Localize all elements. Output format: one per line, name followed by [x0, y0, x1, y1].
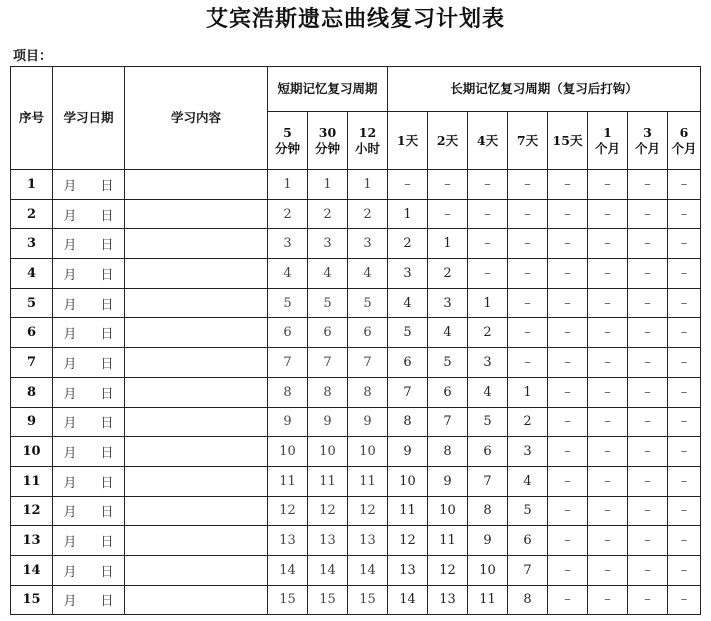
long-review-cell[interactable]: 6: [508, 526, 548, 556]
long-review-cell[interactable]: –: [628, 318, 668, 348]
date-month-label: 月: [63, 594, 77, 610]
date-month-label: 月: [63, 208, 77, 224]
table-row: [11, 288, 701, 318]
date-cell[interactable]: [53, 377, 125, 407]
content-cell[interactable]: [125, 466, 268, 496]
long-review-cell[interactable]: –: [628, 259, 668, 289]
short-review-cell: 13: [348, 526, 388, 556]
table-row: [11, 466, 701, 496]
date-month-label: 月: [63, 386, 77, 402]
row-index: 10: [11, 437, 53, 467]
long-review-cell[interactable]: 7: [428, 407, 468, 437]
long-review-cell[interactable]: –: [628, 496, 668, 526]
long-review-cell[interactable]: –: [668, 407, 701, 437]
short-review-cell: 2: [308, 199, 348, 229]
long-review-cell[interactable]: –: [588, 288, 628, 318]
long-review-cell[interactable]: –: [588, 555, 628, 585]
short-review-cell: 10: [268, 437, 308, 467]
date-day-label: 日: [100, 327, 114, 343]
date-cell[interactable]: [53, 526, 125, 556]
long-review-cell[interactable]: 1: [388, 199, 428, 229]
short-review-cell: 4: [268, 259, 308, 289]
date-month-label: 月: [63, 297, 77, 313]
long-review-cell[interactable]: –: [588, 526, 628, 556]
short-review-cell: 3: [348, 229, 388, 259]
long-review-cell[interactable]: –: [548, 377, 588, 407]
long-review-cell[interactable]: –: [508, 288, 548, 318]
content-cell[interactable]: [125, 526, 268, 556]
long-review-cell[interactable]: 8: [508, 585, 548, 615]
long-review-cell[interactable]: –: [668, 466, 701, 496]
short-review-cell: 11: [308, 466, 348, 496]
long-review-cell[interactable]: –: [588, 585, 628, 615]
long-review-cell[interactable]: –: [548, 348, 588, 378]
long-review-cell[interactable]: 12: [428, 555, 468, 585]
short-review-cell: 14: [308, 555, 348, 585]
header-long-col: 2天: [428, 112, 468, 170]
long-review-cell[interactable]: –: [588, 466, 628, 496]
long-review-cell[interactable]: –: [668, 318, 701, 348]
long-review-cell[interactable]: –: [468, 199, 508, 229]
header-long-term-group: 长期记忆复习周期（复习后打钩）: [388, 67, 701, 112]
long-review-cell[interactable]: 6: [388, 348, 428, 378]
long-review-cell[interactable]: –: [628, 170, 668, 200]
date-month-label: 月: [63, 178, 77, 194]
long-review-cell[interactable]: –: [468, 170, 508, 200]
row-index: 15: [11, 585, 53, 615]
date-cell[interactable]: [53, 407, 125, 437]
short-review-cell: 15: [268, 585, 308, 615]
long-review-cell[interactable]: –: [668, 437, 701, 467]
long-review-cell[interactable]: 7: [468, 466, 508, 496]
long-review-cell[interactable]: 7: [388, 377, 428, 407]
long-review-cell[interactable]: 12: [388, 526, 428, 556]
project-label: 项目：: [13, 49, 53, 64]
short-review-cell: 9: [348, 407, 388, 437]
long-review-cell[interactable]: –: [668, 288, 701, 318]
content-cell[interactable]: [125, 348, 268, 378]
short-review-cell: 6: [348, 318, 388, 348]
short-review-cell: 5: [268, 288, 308, 318]
date-day-label: 日: [100, 238, 114, 254]
long-review-cell[interactable]: –: [668, 348, 701, 378]
content-cell[interactable]: [125, 585, 268, 615]
long-review-cell[interactable]: 9: [428, 466, 468, 496]
long-review-cell[interactable]: 2: [388, 229, 428, 259]
long-review-cell[interactable]: –: [548, 199, 588, 229]
long-review-cell[interactable]: –: [548, 585, 588, 615]
long-review-cell[interactable]: –: [588, 259, 628, 289]
short-review-cell: 10: [348, 437, 388, 467]
long-review-cell[interactable]: 1: [428, 229, 468, 259]
short-review-cell: 15: [308, 585, 348, 615]
short-review-cell: 11: [348, 466, 388, 496]
row-index: 13: [11, 526, 53, 556]
long-review-cell[interactable]: –: [548, 407, 588, 437]
long-review-cell[interactable]: –: [548, 229, 588, 259]
long-review-cell[interactable]: 4: [468, 377, 508, 407]
review-schedule-table: [10, 66, 701, 615]
date-day-label: 日: [100, 475, 114, 491]
date-cell[interactable]: [53, 199, 125, 229]
long-review-cell[interactable]: 8: [388, 407, 428, 437]
table-row: [11, 526, 701, 556]
long-review-cell[interactable]: –: [468, 259, 508, 289]
header-short-col: 30 分钟: [308, 112, 348, 170]
date-month-label: 月: [63, 564, 77, 580]
long-review-cell[interactable]: –: [628, 377, 668, 407]
long-review-cell[interactable]: 11: [428, 526, 468, 556]
long-review-cell[interactable]: 9: [468, 526, 508, 556]
short-review-cell: 9: [268, 407, 308, 437]
long-review-cell[interactable]: –: [548, 555, 588, 585]
short-review-cell: 10: [308, 437, 348, 467]
header-long-col: 4天: [468, 112, 508, 170]
long-review-cell[interactable]: –: [668, 259, 701, 289]
long-review-cell[interactable]: –: [548, 170, 588, 200]
long-review-cell[interactable]: –: [628, 288, 668, 318]
page-title: 艾宾浩斯遗忘曲线复习计划表: [205, 6, 505, 32]
content-cell[interactable]: [125, 377, 268, 407]
date-month-label: 月: [63, 416, 77, 432]
long-review-cell[interactable]: –: [508, 348, 548, 378]
date-day-label: 日: [100, 594, 114, 610]
short-review-cell: 2: [348, 199, 388, 229]
row-index: 8: [11, 377, 53, 407]
table-row: [11, 170, 701, 200]
date-month-label: 月: [63, 475, 77, 491]
long-review-cell[interactable]: –: [508, 318, 548, 348]
header-short-col: 12 小时: [348, 112, 388, 170]
long-review-cell[interactable]: 1: [508, 377, 548, 407]
short-review-cell: 3: [268, 229, 308, 259]
long-review-cell[interactable]: 4: [508, 466, 548, 496]
row-index: 7: [11, 348, 53, 378]
long-review-cell[interactable]: –: [508, 229, 548, 259]
long-review-cell[interactable]: 4: [428, 318, 468, 348]
long-review-cell[interactable]: 6: [428, 377, 468, 407]
date-month-label: 月: [63, 267, 77, 283]
long-review-cell[interactable]: –: [468, 229, 508, 259]
long-review-cell[interactable]: –: [628, 437, 668, 467]
long-review-cell[interactable]: –: [668, 229, 701, 259]
date-cell[interactable]: [53, 170, 125, 200]
date-day-label: 日: [100, 386, 114, 402]
header-short-term-group: 短期记忆复习周期: [268, 67, 388, 112]
row-index: 6: [11, 318, 53, 348]
long-review-cell[interactable]: –: [668, 585, 701, 615]
date-cell[interactable]: [53, 259, 125, 289]
long-review-cell[interactable]: 3: [428, 288, 468, 318]
date-month-label: 月: [63, 446, 77, 462]
row-index: 11: [11, 466, 53, 496]
long-review-cell[interactable]: –: [588, 437, 628, 467]
long-review-cell[interactable]: 2: [428, 259, 468, 289]
short-review-cell: 8: [268, 377, 308, 407]
short-review-cell: 4: [308, 259, 348, 289]
long-review-cell[interactable]: –: [428, 170, 468, 200]
content-cell[interactable]: [125, 259, 268, 289]
date-cell[interactable]: [53, 496, 125, 526]
long-review-cell[interactable]: –: [548, 259, 588, 289]
long-review-cell[interactable]: 8: [468, 496, 508, 526]
date-cell[interactable]: [53, 348, 125, 378]
long-review-cell[interactable]: 7: [508, 555, 548, 585]
long-review-cell[interactable]: –: [548, 496, 588, 526]
long-review-cell[interactable]: –: [548, 437, 588, 467]
header-long-col: 7天: [508, 112, 548, 170]
long-review-cell[interactable]: –: [508, 199, 548, 229]
date-month-label: 月: [63, 356, 77, 372]
row-index: 3: [11, 229, 53, 259]
long-review-cell[interactable]: –: [548, 466, 588, 496]
content-cell[interactable]: [125, 229, 268, 259]
table-row: [11, 407, 701, 437]
long-review-cell[interactable]: 6: [468, 437, 508, 467]
short-review-cell: 8: [348, 377, 388, 407]
short-review-cell: 11: [268, 466, 308, 496]
row-index: 5: [11, 288, 53, 318]
short-review-cell: 3: [308, 229, 348, 259]
long-review-cell[interactable]: –: [668, 496, 701, 526]
long-review-cell[interactable]: –: [588, 229, 628, 259]
date-day-label: 日: [100, 535, 114, 551]
long-review-cell[interactable]: –: [628, 526, 668, 556]
long-review-cell[interactable]: –: [388, 170, 428, 200]
date-cell[interactable]: [53, 555, 125, 585]
long-review-cell[interactable]: 5: [388, 318, 428, 348]
long-review-cell[interactable]: 1: [468, 288, 508, 318]
long-review-cell[interactable]: –: [548, 288, 588, 318]
long-review-cell[interactable]: –: [628, 348, 668, 378]
table-row: [11, 259, 701, 289]
short-review-cell: 13: [308, 526, 348, 556]
long-review-cell[interactable]: –: [548, 318, 588, 348]
header-long-col: 15天: [548, 112, 588, 170]
header-content: 学习内容: [125, 67, 268, 170]
long-review-cell[interactable]: –: [628, 229, 668, 259]
table-row: [11, 496, 701, 526]
long-review-cell[interactable]: –: [588, 318, 628, 348]
header-long-col: 3 个月: [628, 112, 668, 170]
long-review-cell[interactable]: –: [508, 259, 548, 289]
table-row: [11, 318, 701, 348]
content-cell[interactable]: [125, 407, 268, 437]
long-review-cell[interactable]: 11: [388, 496, 428, 526]
table-row: [11, 585, 701, 615]
date-cell[interactable]: [53, 288, 125, 318]
long-review-cell[interactable]: 10: [468, 555, 508, 585]
long-review-cell[interactable]: –: [588, 377, 628, 407]
table-row: [11, 229, 701, 259]
long-review-cell[interactable]: –: [588, 348, 628, 378]
short-review-cell: 6: [308, 318, 348, 348]
long-review-cell[interactable]: –: [668, 526, 701, 556]
long-review-cell[interactable]: –: [628, 585, 668, 615]
short-review-cell: 5: [308, 288, 348, 318]
date-day-label: 日: [100, 178, 114, 194]
date-cell[interactable]: [53, 437, 125, 467]
row-index: 9: [11, 407, 53, 437]
long-review-cell[interactable]: –: [428, 199, 468, 229]
short-review-cell: 12: [308, 496, 348, 526]
short-review-cell: 12: [348, 496, 388, 526]
short-review-cell: 7: [308, 348, 348, 378]
content-cell[interactable]: [125, 170, 268, 200]
short-review-cell: 14: [268, 555, 308, 585]
short-review-cell: 5: [348, 288, 388, 318]
long-review-cell[interactable]: –: [668, 377, 701, 407]
long-review-cell[interactable]: –: [588, 170, 628, 200]
row-index: 14: [11, 555, 53, 585]
long-review-cell[interactable]: –: [628, 466, 668, 496]
short-review-cell: 4: [348, 259, 388, 289]
long-review-cell[interactable]: 13: [388, 555, 428, 585]
content-cell[interactable]: [125, 496, 268, 526]
long-review-cell[interactable]: 10: [388, 466, 428, 496]
short-review-cell: 9: [308, 407, 348, 437]
date-day-label: 日: [100, 297, 114, 313]
content-cell[interactable]: [125, 288, 268, 318]
table-row: [11, 555, 701, 585]
long-review-cell[interactable]: 10: [428, 496, 468, 526]
header-long-col: 6 个月: [668, 112, 701, 170]
long-review-cell[interactable]: –: [588, 496, 628, 526]
header-long-col: 1天: [388, 112, 428, 170]
long-review-cell[interactable]: 2: [468, 318, 508, 348]
long-review-cell[interactable]: –: [548, 526, 588, 556]
short-review-cell: 12: [268, 496, 308, 526]
long-review-cell[interactable]: 2: [508, 407, 548, 437]
short-review-cell: 1: [348, 170, 388, 200]
short-review-cell: 8: [308, 377, 348, 407]
row-index: 2: [11, 199, 53, 229]
short-review-cell: 13: [268, 526, 308, 556]
table-row: [11, 348, 701, 378]
header-date: 学习日期: [53, 67, 125, 170]
table-row: [11, 437, 701, 467]
table-row: [11, 377, 701, 407]
long-review-cell[interactable]: –: [588, 407, 628, 437]
short-review-cell: 1: [308, 170, 348, 200]
long-review-cell[interactable]: 4: [388, 288, 428, 318]
short-review-cell: 1: [268, 170, 308, 200]
date-cell[interactable]: [53, 229, 125, 259]
date-month-label: 月: [63, 505, 77, 521]
content-cell[interactable]: [125, 437, 268, 467]
short-review-cell: 6: [268, 318, 308, 348]
long-review-cell[interactable]: 9: [388, 437, 428, 467]
header-long-col: 1 个月: [588, 112, 628, 170]
short-review-cell: 2: [268, 199, 308, 229]
short-review-cell: 14: [348, 555, 388, 585]
date-cell[interactable]: [53, 318, 125, 348]
long-review-cell[interactable]: 5: [428, 348, 468, 378]
date-day-label: 日: [100, 446, 114, 462]
short-review-cell: 7: [348, 348, 388, 378]
long-review-cell[interactable]: –: [628, 199, 668, 229]
long-review-cell[interactable]: –: [628, 407, 668, 437]
date-cell[interactable]: [53, 585, 125, 615]
short-review-cell: 7: [268, 348, 308, 378]
header-index: 序号: [11, 67, 53, 170]
long-review-cell[interactable]: –: [508, 170, 548, 200]
long-review-cell[interactable]: 5: [508, 496, 548, 526]
long-review-cell[interactable]: –: [668, 199, 701, 229]
date-cell[interactable]: [53, 466, 125, 496]
row-index: 4: [11, 259, 53, 289]
date-month-label: 月: [63, 238, 77, 254]
table-row: [11, 199, 701, 229]
header-short-col: 5 分钟: [268, 112, 308, 170]
content-cell[interactable]: [125, 555, 268, 585]
long-review-cell[interactable]: 8: [428, 437, 468, 467]
date-day-label: 日: [100, 505, 114, 521]
date-month-label: 月: [63, 535, 77, 551]
long-review-cell[interactable]: –: [588, 199, 628, 229]
content-cell[interactable]: [125, 318, 268, 348]
long-review-cell[interactable]: 14: [388, 585, 428, 615]
date-day-label: 日: [100, 416, 114, 432]
long-review-cell[interactable]: 5: [468, 407, 508, 437]
date-day-label: 日: [100, 356, 114, 372]
date-day-label: 日: [100, 267, 114, 283]
long-review-cell[interactable]: 3: [468, 348, 508, 378]
long-review-cell[interactable]: 13: [428, 585, 468, 615]
date-month-label: 月: [63, 327, 77, 343]
long-review-cell[interactable]: 11: [468, 585, 508, 615]
date-day-label: 日: [100, 564, 114, 580]
row-index: 12: [11, 496, 53, 526]
long-review-cell[interactable]: –: [628, 555, 668, 585]
content-cell[interactable]: [125, 199, 268, 229]
long-review-cell[interactable]: 3: [388, 259, 428, 289]
date-day-label: 日: [100, 208, 114, 224]
long-review-cell[interactable]: –: [668, 555, 701, 585]
long-review-cell[interactable]: –: [668, 170, 701, 200]
short-review-cell: 15: [348, 585, 388, 615]
row-index: 1: [11, 170, 53, 200]
long-review-cell[interactable]: 3: [508, 437, 548, 467]
